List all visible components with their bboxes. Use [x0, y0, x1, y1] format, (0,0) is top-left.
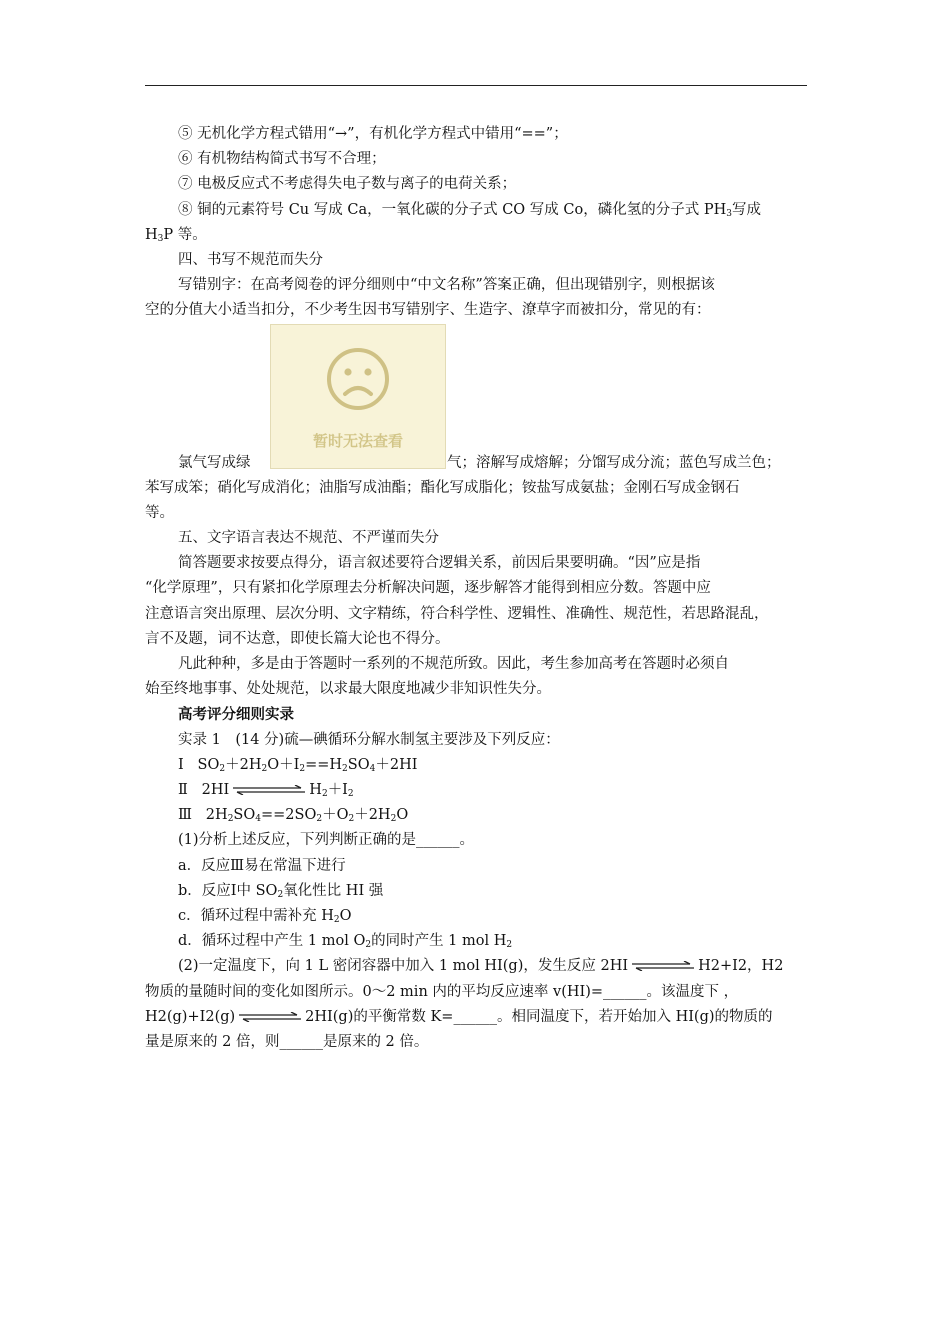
equilibrium-arrows-icon	[632, 961, 694, 971]
section-5-line-4: 言不及题，词不达意，即使长篇大论也不得分。	[145, 630, 450, 647]
record-intro: 实录 1 (14 分)硫—碘循环分解水制氢主要涉及下列反应：	[178, 731, 560, 748]
image-placeholder	[270, 324, 446, 469]
section-4-line-5: 等。	[145, 504, 174, 521]
item-6: ⑥ 有机物结构简式书写不合理；	[178, 151, 386, 168]
question-2-line-2: 物质的量随时间的变化如图所示。0～2 min 内的平均反应速率 v(HI)=______。该温度下 ，	[145, 983, 739, 1000]
section-5-heading: 五、文字语言表达不规范、不严谨而失分	[178, 530, 439, 547]
sad-face-icon	[326, 347, 390, 411]
image-line-lead: 氯气写成绿	[178, 454, 251, 471]
question-2-line-1: (2)一定温度下，向 1 L 密闭容器中加入 1 mol HI(g)，发生反应 2HI H2+I2，H2	[178, 958, 784, 975]
item-8-cont: $H_3P$ 等。	[145, 226, 207, 244]
record-title: 高考评分细则实录	[178, 706, 294, 724]
image-line-tail: 气；溶解写成熔解；分馏写成分流；蓝色写成兰色；	[447, 454, 781, 471]
summary-line-1: 凡此种种，多是由于答题时一系列的不规范所致。因此，考生参加高考在答题时必须自	[178, 656, 729, 673]
reaction-1: Ⅰ $SO_2+2H_2O+I_2==H_2SO_4+2HI$	[178, 756, 418, 774]
option-a: a．反应Ⅲ易在常温下进行	[178, 857, 346, 874]
document-body	[145, 122, 810, 1055]
header-rule	[145, 85, 807, 86]
section-4-line-1: 写错别字：在高考阅卷的评分细则中“中文名称”答案正确，但出现错别字，则根据该	[178, 277, 715, 294]
summary-line-2: 始至终地事事、处处规范，以求最大限度地减少非知识性失分。	[145, 681, 551, 698]
section-5-line-3: 注意语言突出原理、层次分明、文字精练，符合科学性、逻辑性、准确性、规范性，若思路混乱，	[145, 605, 769, 622]
section-5-line-2: “化学原理”，只有紧扣化学原理去分析解决问题，逐步解答才能得到相应分数。答题中应	[145, 580, 711, 597]
option-c: c．循环过程中需补充 $H_2O$	[178, 908, 352, 926]
reaction-2: Ⅱ 2HI $H_2+I_2$	[178, 782, 354, 800]
question-1: (1)分析上述反应，下列判断正确的是______。	[178, 832, 475, 849]
item-8: ⑧ 铜的元素符号 Cu 写成 Ca，一氧化碳的分子式 CO 写成 Co，磷化氢的分子式 $PH_3$写成	[178, 201, 761, 219]
option-b: b．反应Ⅰ中 $SO_2$氧化性比 HI 强	[178, 882, 384, 900]
section-4-line-4: 苯写成笨；硝化写成消化；油脂写成油酯；酯化写成脂化；铵盐写成氨盐；金刚石写成金钢石	[145, 479, 740, 496]
item-7: ⑦ 电极反应式不考虑得失电子数与离子的电荷关系；	[178, 176, 517, 193]
option-d: d．循环过程中产生 1 mol $O_2$的同时产生 1 mol $H_2$	[178, 933, 513, 951]
section-5-line-1: 简答题要求按要点得分，语言叙述要符合逻辑关系，前因后果要明确。“因”应是指	[178, 555, 701, 572]
equilibrium-arrows-icon	[233, 785, 305, 795]
image-placeholder-caption: 暂时无法查看	[312, 431, 403, 450]
section-4-image-line	[145, 431, 810, 476]
equilibrium-arrows-icon	[239, 1012, 301, 1022]
question-2-line-3: H2(g)+I2(g) 2HI(g)的平衡常数 K=______。相同温度下，若开始加入 HI(g)的物质的	[145, 1008, 773, 1025]
section-4-heading: 四、书写不规范而失分	[178, 252, 323, 269]
question-2-line-4: 量是原来的 2 倍，则______是原来的 2 倍。	[145, 1034, 429, 1051]
reaction-3: Ⅲ $2H_2SO_4==2SO_2+O_2+2H_2O$	[178, 807, 409, 825]
item-5: ⑤ 无机化学方程式错用“→”，有机化学方程式中错用“==”；	[178, 126, 568, 142]
section-4-line-2: 空的分值大小适当扣分，不少考生因书写错别字、生造字、潦草字而被扣分，常见的有：	[145, 302, 711, 319]
